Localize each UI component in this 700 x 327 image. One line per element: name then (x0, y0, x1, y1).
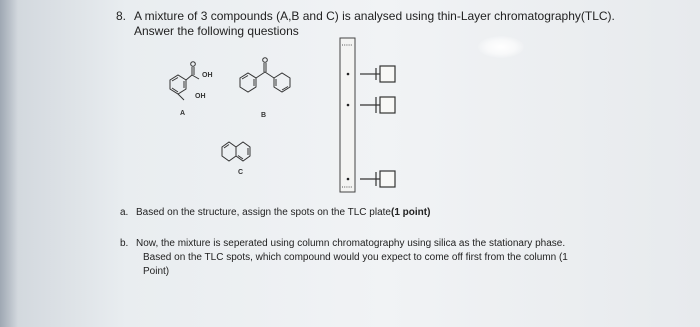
compound-c-label: C (238, 169, 244, 176)
compound-b-structure (240, 58, 290, 92)
tlc-plate (340, 38, 355, 192)
part-a (120, 206, 430, 219)
tlc-spot-top (347, 73, 350, 76)
part-b-line2: Based on the TLC spots, which compound would you expect to come off first from the column (1 (143, 252, 568, 263)
compound-a-label: A (180, 110, 186, 117)
part-b-line1: Now, the mixture is seperated using column chromatography using silica as the stationary phase. (136, 238, 566, 249)
part-a-points: (1 point) (390, 207, 431, 218)
part-b (120, 237, 565, 250)
oh-label-top: OH (202, 72, 213, 79)
part-b-letter: b. (120, 238, 129, 249)
question-instruction: Answer the following questions (134, 24, 299, 38)
oh-label-bottom: OH (195, 93, 206, 100)
tlc-spot-bottom (347, 178, 350, 181)
question-number: 8. (116, 9, 127, 23)
tlc-spot-middle (347, 104, 350, 107)
part-b-line3: Point) (143, 266, 170, 277)
answer-box-3 (360, 171, 395, 187)
question-text: A mixture of 3 compounds (A,B and C) is analysed using thin-Layer chromatography(TLC). (134, 9, 615, 23)
answer-box-1 (360, 66, 395, 82)
part-a-text: Based on the structure, assign the spots on the TLC plate (136, 207, 391, 218)
part-a-letter: a. (120, 207, 129, 218)
compound-b-label: B (261, 112, 267, 119)
compound-c-structure (222, 142, 250, 161)
answer-box-2 (360, 97, 395, 113)
